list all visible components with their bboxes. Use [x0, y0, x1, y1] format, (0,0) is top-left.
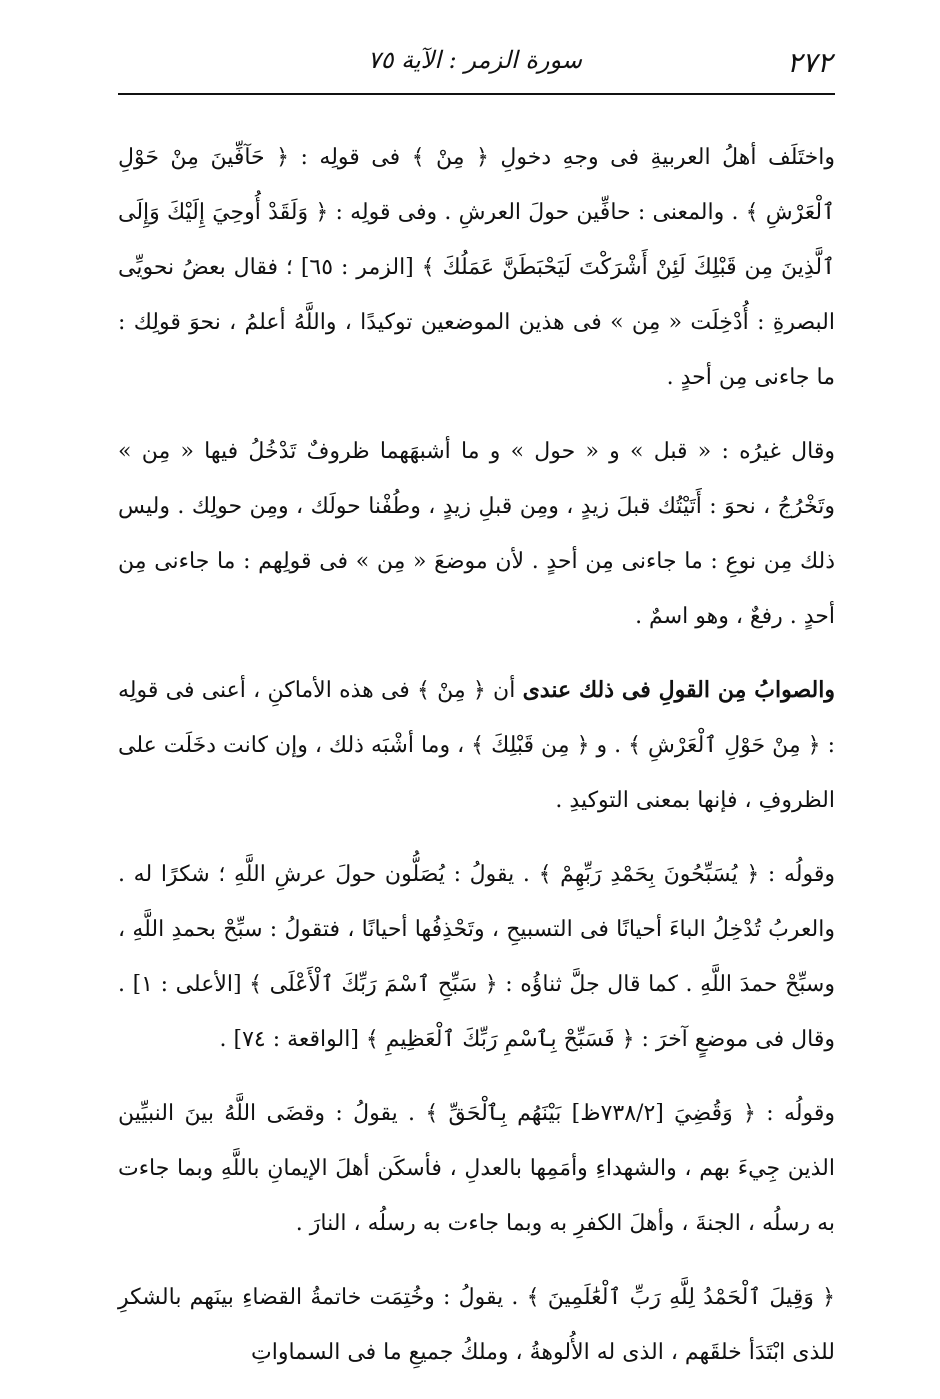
running-title: سورة الزمر : الآية ٧٥: [367, 46, 582, 74]
page-number: ٢٧٢: [786, 46, 832, 79]
paragraph-2-text: وقال غيرُه : « قبل » و « حول » و ما أشبهَهما ظروفٌ تَدْخُلُ فيها « مِن » وتَخْرُجُ ، نحوَ : أَتَيْتُك قبلَ زيدٍ ، ومِن قبلِ زيدٍ ، وطُفْنا حولَك ، ومِن حولِك . وليس ذلك مِن نوعِ : ما جاءنى مِن أحدٍ . لأن موضعَ « مِن » فى قولِهم : ما جاءنى مِن أحدٍ . رفعٌ ، وهو اسمٌ .: [118, 439, 835, 629]
paragraph-3-lead: والصوابُ مِن القولِ فى ذلك عندى: [522, 677, 835, 703]
paragraph-3-text: أن ﴿ مِنْ ﴾ فى هذه الأماكنِ ، أعنى فى قولِه : ﴿ مِنْ حَوْلِ ٱلْعَرْشِ ﴾ . و ﴿ مِن قَبْلِكَ ﴾ ، وما أشْبَه ذلك ، وإن كانت دخَلَت على الظروفِ ، فإنها بمعنى التوكيدِ .: [118, 678, 835, 813]
paragraph-1-text: واختَلَف أهلُ العربيةِ فى وجهِ دخولِ ﴿ مِنْ ﴾ فى قولِه : ﴿ حَآفِّينَ مِنْ حَوْلِ ٱلْعَرْشِ ﴾ . والمعنى : حافِّين حولَ العرشِ . وفى قولِه : ﴿ وَلَقَدْ أُوحِيَ إِلَيْكَ وَإِلَى ٱلَّذِينَ مِن قَبْلِكَ لَئِنْ أَشْرَكْتَ لَيَحْبَطَنَّ عَمَلُكَ ﴾ [الزمر : ٦٥] ؛ فقال بعضُ نحويِّى البصرةِ : أُدْخِلَت « مِن » فى هذين الموضعين توكيدًا ، واللَّهُ أعلمُ ، نحوَ قولِك : ما جاءنى مِن أحدٍ .: [118, 145, 835, 390]
paragraph-6: [118, 1270, 835, 1380]
paragraph-2: [118, 424, 835, 644]
paragraph-4-text: وقولُه : ﴿ يُسَبِّحُونَ بِحَمْدِ رَبِّهِمْ ﴾ . يقولُ : يُصَلُّون حولَ عرشِ اللَّهِ ؛ شكرًا له . والعربُ تُدْخِلُ الباءَ أحيانًا فى التسبيحِ ، وتَحْذِفُها أحيانًا ، فتقولُ : سبِّحْ بحمدِ اللَّهِ ، وسبِّحْ حمدَ اللَّهِ . كما قال جلَّ ثناؤُه : ﴿ سَبِّحِ ٱسْمَ رَبِّكَ ٱلْأَعْلَى ﴾ [الأعلى : ١] . وقال فى موضعٍ آخرَ : ﴿ فَسَبِّحْ بِٱسْمِ رَبِّكَ ٱلْعَظِيمِ ﴾ [الواقعة : ٧٤] .: [118, 862, 835, 1052]
page-header: [120, 40, 832, 90]
paragraph-1: [118, 130, 835, 405]
page-body: [118, 130, 835, 1399]
paragraph-5: [118, 1086, 835, 1251]
header-divider: [118, 93, 835, 95]
paragraph-6-text: ﴿ وَقِيلَ ٱلْحَمْدُ لِلَّهِ رَبِّ ٱلْعَٰلَمِينَ ﴾ . يقولُ : وخُتِمَت خاتمةُ القضاءِ بينَهم بالشكرِ للذى ابْتَدَأ خلقَهم ، الذى له الأُلوهةُ ، وملكُ جميعِ ما فى السماواتِ: [118, 1285, 835, 1365]
paragraph-4: [118, 847, 835, 1067]
paragraph-3: [118, 663, 835, 828]
paragraph-5-text: وقولُه : ﴿ وَقُضِيَ [٧٣٨/٢ظ] بَيْنَهُم بِٱلْحَقِّ ﴾ . يقولُ : وقضَى اللَّهُ بينَ النبيِّين الذين جِيءَ بهم ، والشهداءِ وأمَمِها بالعدلِ ، فأسكَن أهلَ الإيمانِ باللَّهِ وبما جاءت به رسلُه ، الجنةَ ، وأهلَ الكفرِ به وبما جاءت به رسلُه ، النارَ .: [118, 1101, 836, 1236]
